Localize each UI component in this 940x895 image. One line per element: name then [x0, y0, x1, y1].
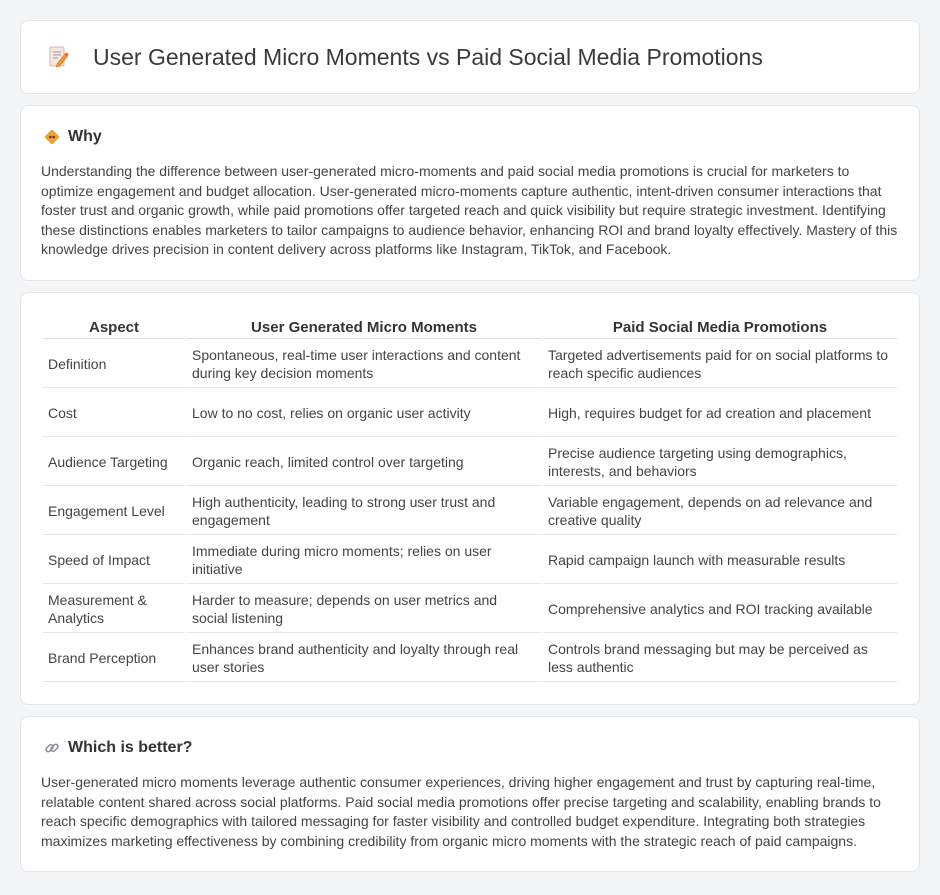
table-row	[43, 537, 897, 584]
table-row	[43, 586, 897, 633]
header-aspect: Aspect	[43, 317, 185, 339]
comparison-table	[41, 315, 899, 684]
cell-aspect: Measurement & Analytics	[43, 586, 185, 633]
cell-ugc: Spontaneous, real-time user interactions and content during key decision moments	[187, 341, 541, 388]
cell-paid: Variable engagement, depends on ad relevance and creative quality	[543, 488, 897, 535]
cell-ugc: High authenticity, leading to strong user trust and engagement	[187, 488, 541, 535]
better-heading: Which is better?	[68, 738, 193, 756]
cell-ugc: Immediate during micro moments; relies on user initiative	[187, 537, 541, 584]
table-row	[43, 341, 897, 388]
cell-paid: Comprehensive analytics and ROI tracking available	[543, 586, 897, 633]
cell-aspect: Brand Perception	[43, 635, 185, 682]
cell-ugc: Enhances brand authenticity and loyalty through real user stories	[187, 635, 541, 682]
link-icon	[43, 739, 61, 757]
diamond-sign-icon	[43, 128, 61, 146]
better-text: User-generated micro moments leverage authentic consumer experiences, driving higher engagement and trust by capturing real-time, relatable content shared across social platforms. Paid social media promotions offer precise targeting and scalability, enabling brands to reach specific demographics with tailored messaging for faster visibility and controlled budget expenditure. Integrating both strategies maximizes marketing effectiveness by combining credibility from organic micro moments with the strategic reach of paid campaigns.	[41, 773, 881, 849]
cell-ugc: Harder to measure; depends on user metrics and social listening	[187, 586, 541, 633]
why-heading: Why	[68, 128, 102, 145]
cell-paid: High, requires budget for ad creation and placement	[543, 390, 897, 437]
cell-paid: Targeted advertisements paid for on social platforms to reach specific audiences	[543, 341, 897, 388]
cell-aspect: Audience Targeting	[43, 439, 185, 486]
header-ugc: User Generated Micro Moments	[187, 317, 541, 339]
page-title: User Generated Micro Moments vs Paid Social Media Promotions	[93, 43, 763, 70]
table-row	[43, 488, 897, 535]
cell-aspect: Definition	[43, 341, 185, 388]
cell-ugc: Low to no cost, relies on organic user activity	[187, 390, 541, 437]
why-text: Understanding the difference between user-generated micro-moments and paid social media promotions is crucial for marketers to optimize engagement and budget allocation. User-generated micro-moments capture authentic, intent-driven consumer interactions that foster trust and organic growth, while paid promotions offer targeted reach and quick visibility but require strategic investment. Identifying these distinctions enables marketers to tailor campaigns to audience behavior, enhancing ROI and brand loyalty effectively. Mastery of this knowledge drives precision in content delivery across platforms like Instagram, TikTok, and Facebook.	[41, 163, 898, 258]
cell-aspect: Cost	[43, 390, 185, 437]
better-section	[20, 716, 920, 872]
table-row	[43, 635, 897, 682]
document-edit-icon	[45, 44, 71, 70]
table-header-row	[43, 317, 897, 339]
better-header	[41, 739, 899, 757]
title-card	[20, 20, 920, 94]
why-header	[41, 128, 899, 146]
why-section	[20, 105, 920, 281]
cell-aspect: Engagement Level	[43, 488, 185, 535]
table-row	[43, 439, 897, 486]
comparison-card	[20, 292, 920, 705]
cell-aspect: Speed of Impact	[43, 537, 185, 584]
cell-paid: Rapid campaign launch with measurable results	[543, 537, 897, 584]
cell-paid: Controls brand messaging but may be perceived as less authentic	[543, 635, 897, 682]
header-paid: Paid Social Media Promotions	[543, 317, 897, 339]
cell-ugc: Organic reach, limited control over targeting	[187, 439, 541, 486]
table-row	[43, 390, 897, 437]
cell-paid: Precise audience targeting using demographics, interests, and behaviors	[543, 439, 897, 486]
